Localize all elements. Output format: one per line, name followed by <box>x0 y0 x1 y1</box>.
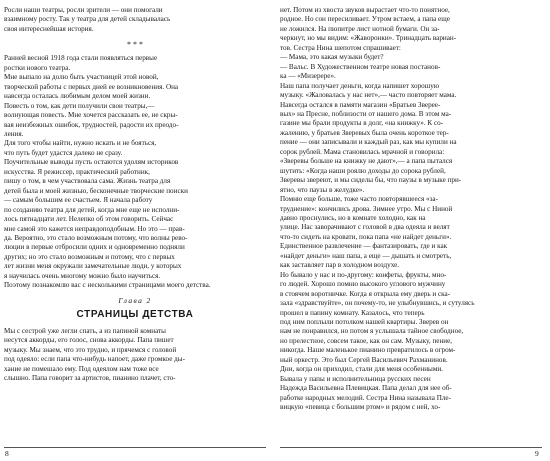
text-line: пение — они записывали и каждый раз, как мы купили на <box>280 138 457 147</box>
text-line: — Мама, это какая музыки будет? <box>280 53 384 62</box>
text-line: несутся аккорды, его голос, снова аккорды. Папа пишет <box>4 336 174 345</box>
text-line: лет жизни меня окружали замечательные люди, у которых <box>4 262 182 271</box>
text-line: Дни, когда он приходил, стали для меня особенными. <box>280 365 443 374</box>
left-page <box>4 6 266 383</box>
right-page <box>280 6 542 412</box>
text-line: хание не помешало ему. Под одеялом нам тоже все <box>4 364 159 373</box>
text-line: что путь будет удастся далеко не сразу. <box>4 148 123 157</box>
text-line: творческой работы с первых дней ее возникновения. Она <box>4 82 179 91</box>
text-line: Зверевы звереют, и мы сиделы бы, что паузы в музыке при- <box>280 176 462 185</box>
text-line: нам не понравился, но потом я услышала тайное свободное, <box>280 327 464 336</box>
text-line: Поучительные выводы пусть остаются удолям историков <box>4 158 179 167</box>
text-line: Навсегда остался в памяти магазин «Братьев Зверее- <box>280 100 441 109</box>
right-footer-rule <box>280 447 542 448</box>
text-line: работке народных мелодий. Сестра Нина называла Пле- <box>280 393 451 402</box>
text-line: под ним поплыли потолком нашей квартиры. Зверев он <box>280 317 449 326</box>
text-line: что-то сидеть на кровати, пока папа «не найдет деньги». <box>280 232 452 241</box>
text-line: Наш папа получает деньги, когда напишет хорошую <box>280 81 440 90</box>
left-footer-rule <box>4 447 266 448</box>
text-line: Мне выпало на долю быть участницей этой новой, <box>4 73 159 82</box>
text-line: по созданию театра для детей, когда мне еще не исполни- <box>4 205 180 214</box>
text-line: Мы с сестрой уже легли спать, а из папиной комнаты <box>4 326 166 335</box>
text-line: Росли наши театры, росли зрители — они помогали <box>4 6 163 14</box>
text-line: Помню еще больше, тоже часто повторявшееся «за- <box>280 195 438 204</box>
text-line: — Вальс. В Художественном театре новая постанов- <box>280 62 441 71</box>
text-line: не ложился. На пюпитре лист нотной бумаги. Он за- <box>280 24 440 33</box>
text-line: музыку. Мы знаем, что это трудно, и прячемся с головой <box>4 345 177 354</box>
text-line: ятно, что паузы в желудке». <box>280 185 365 194</box>
text-line: я научилась очень многому можно было научиться. <box>4 271 161 280</box>
text-line: Но бывало у нас и по-другому: конфеты, фрукты, мно- <box>280 270 447 279</box>
text-line: труднение»: кончились дрова. Зимнее утро. Мы с Ниной <box>280 204 453 213</box>
text-line: мне самой это кажется неправдоподобным. Но это — прав- <box>4 224 185 233</box>
chapter-title: СТРАНИЦЫ ДЕТСТВА <box>76 308 194 320</box>
text-line: вая неизбежных ошибок, трудностей, радости их преодо- <box>4 120 179 129</box>
text-line: улице. Нас заворачивают с головой в два одеяла и велят <box>280 223 450 232</box>
text-line: в стоячем воротничке. Когда я открыла ему дверь и ска- <box>280 289 451 298</box>
text-line: давно проснулись, но в комнате холодно, как на <box>280 213 426 222</box>
right-page-text <box>280 6 542 412</box>
text-line: люции в первые отбросили одних и одновременно подняли <box>4 243 185 252</box>
text-line: Для того чтобы найти, нужно искать и не бояться, <box>4 139 157 148</box>
text-line: сорок рублей. Мама становилась мрачной и говорила: <box>280 147 445 156</box>
text-line: никогда. Наше маленькое пианино превратилось в огром- <box>280 346 456 355</box>
text-line: ростки нового театра. <box>4 63 71 72</box>
text-line: вых» на Пресне, поблизости от нашего дома. В этом ма- <box>280 109 452 118</box>
text-line: зала «здравствуйте», он почему-то, не улыбнувшись, и сутулясь <box>280 299 475 308</box>
text-line: прошел в папину комнату. Казалось, что теперь <box>280 308 425 317</box>
text-line: вицкую «певица с большим ртом» и рядом с ней, хо- <box>280 403 441 412</box>
text-line: Ранней весной 1918 года стали появляться первые <box>4 54 158 63</box>
right-page-number: 9 <box>535 449 539 458</box>
text-line: Единственное развлечение — фантазировать, где и как <box>280 242 448 251</box>
text-line: пишу о том, в чем участвовала сама. Жизнь театра для <box>4 177 171 186</box>
left-page-number: 8 <box>5 449 9 458</box>
text-line: но прелестное, совсем такое, как он сам. Музыку, пение, <box>280 336 453 345</box>
text-line: под одеяло: если папа что-нибудь напоет, даже громкое ды- <box>4 355 185 364</box>
spring-1918-paragraphs <box>4 54 266 290</box>
section-separator: * * * <box>127 40 143 50</box>
text-line: волнующая повесть. Мне хочется рассказать ее, не скры- <box>4 111 178 120</box>
text-line: го людей. Хорошо помню высокого углового мужчину <box>280 280 446 289</box>
text-line: как заставляет пар в холодном воздухе. <box>280 261 400 270</box>
text-line: родное. Но сон пересиливает. Утром встаем, а папа еще <box>280 15 450 24</box>
text-line: Бывала у папы и исполнительница русских песен <box>280 374 431 383</box>
text-line: своя интереснейшая история. <box>4 24 94 33</box>
text-line: «найдет деньги» наш папа, а еще — дышать и смотреть, <box>280 251 452 260</box>
text-line: Повесть о том, как дети получили свои театры,— <box>4 101 155 110</box>
chapter-label: Глава 2 <box>118 295 152 305</box>
chapter-opening-paragraph <box>4 327 266 384</box>
text-line: ка — «Мизерере». <box>280 72 336 81</box>
text-line: музыку. «Жаловалась у нас нет»,— часто повторяет мама. <box>280 91 457 100</box>
text-line: жалению, у братьев Зверевых была очень короткое тер- <box>280 128 449 137</box>
text-line: да. Вероятно, это стало возможным потому, что волны рево- <box>4 233 188 242</box>
text-line: нет. Потом из хвоста звуков вырастает что-то понятное, <box>280 6 450 14</box>
text-line: Надежда Васильевна Плевицкая. Папа делал для нее об- <box>280 384 452 393</box>
text-line: ный оркестр. Это был Сергей Васильевич Рахманинов. <box>280 355 448 364</box>
text-line: «Зверевы больше на книжку не дают»,— а папа пытался <box>280 157 453 166</box>
text-line: лось пятнадцати лет. Нелепко об этом говорить. Сейчас <box>4 215 174 224</box>
text-line: шутить: «Когда наши роялю доходы до сорока рублей, <box>280 166 446 175</box>
text-line: черкнут, но мы видим: «Жаворонки». Тринадцать вариан- <box>280 34 457 43</box>
text-line: — самым большим ее счастьем. Я начала работу <box>4 196 153 205</box>
text-line: взаимному росту. Так у театра для детей складывалась <box>4 15 171 24</box>
text-line: тов. Сестра Нина шепотом спрашивает: <box>280 43 401 52</box>
text-line: газине мы брали продукты в долг, «на книжку». К со- <box>280 119 444 128</box>
text-line: навсегда осталась любимым делом моей жизни. <box>4 92 151 101</box>
text-line: Поэтому познакомлю вас с несколькими страницами моего детства. <box>4 281 211 290</box>
text-line: искусства. Я режиссер, практический работник, <box>4 167 150 176</box>
text-line: ления. <box>4 129 24 138</box>
text-line: детей была и моей жизнью, бесконечные творческие поиски <box>4 186 188 195</box>
intro-paragraph <box>4 6 266 34</box>
text-line: других; но это стало возможным и потому, что с первых <box>4 252 175 261</box>
text-line: слышно. Папа говорит за артистов, пианино плачет, сто- <box>4 373 176 382</box>
